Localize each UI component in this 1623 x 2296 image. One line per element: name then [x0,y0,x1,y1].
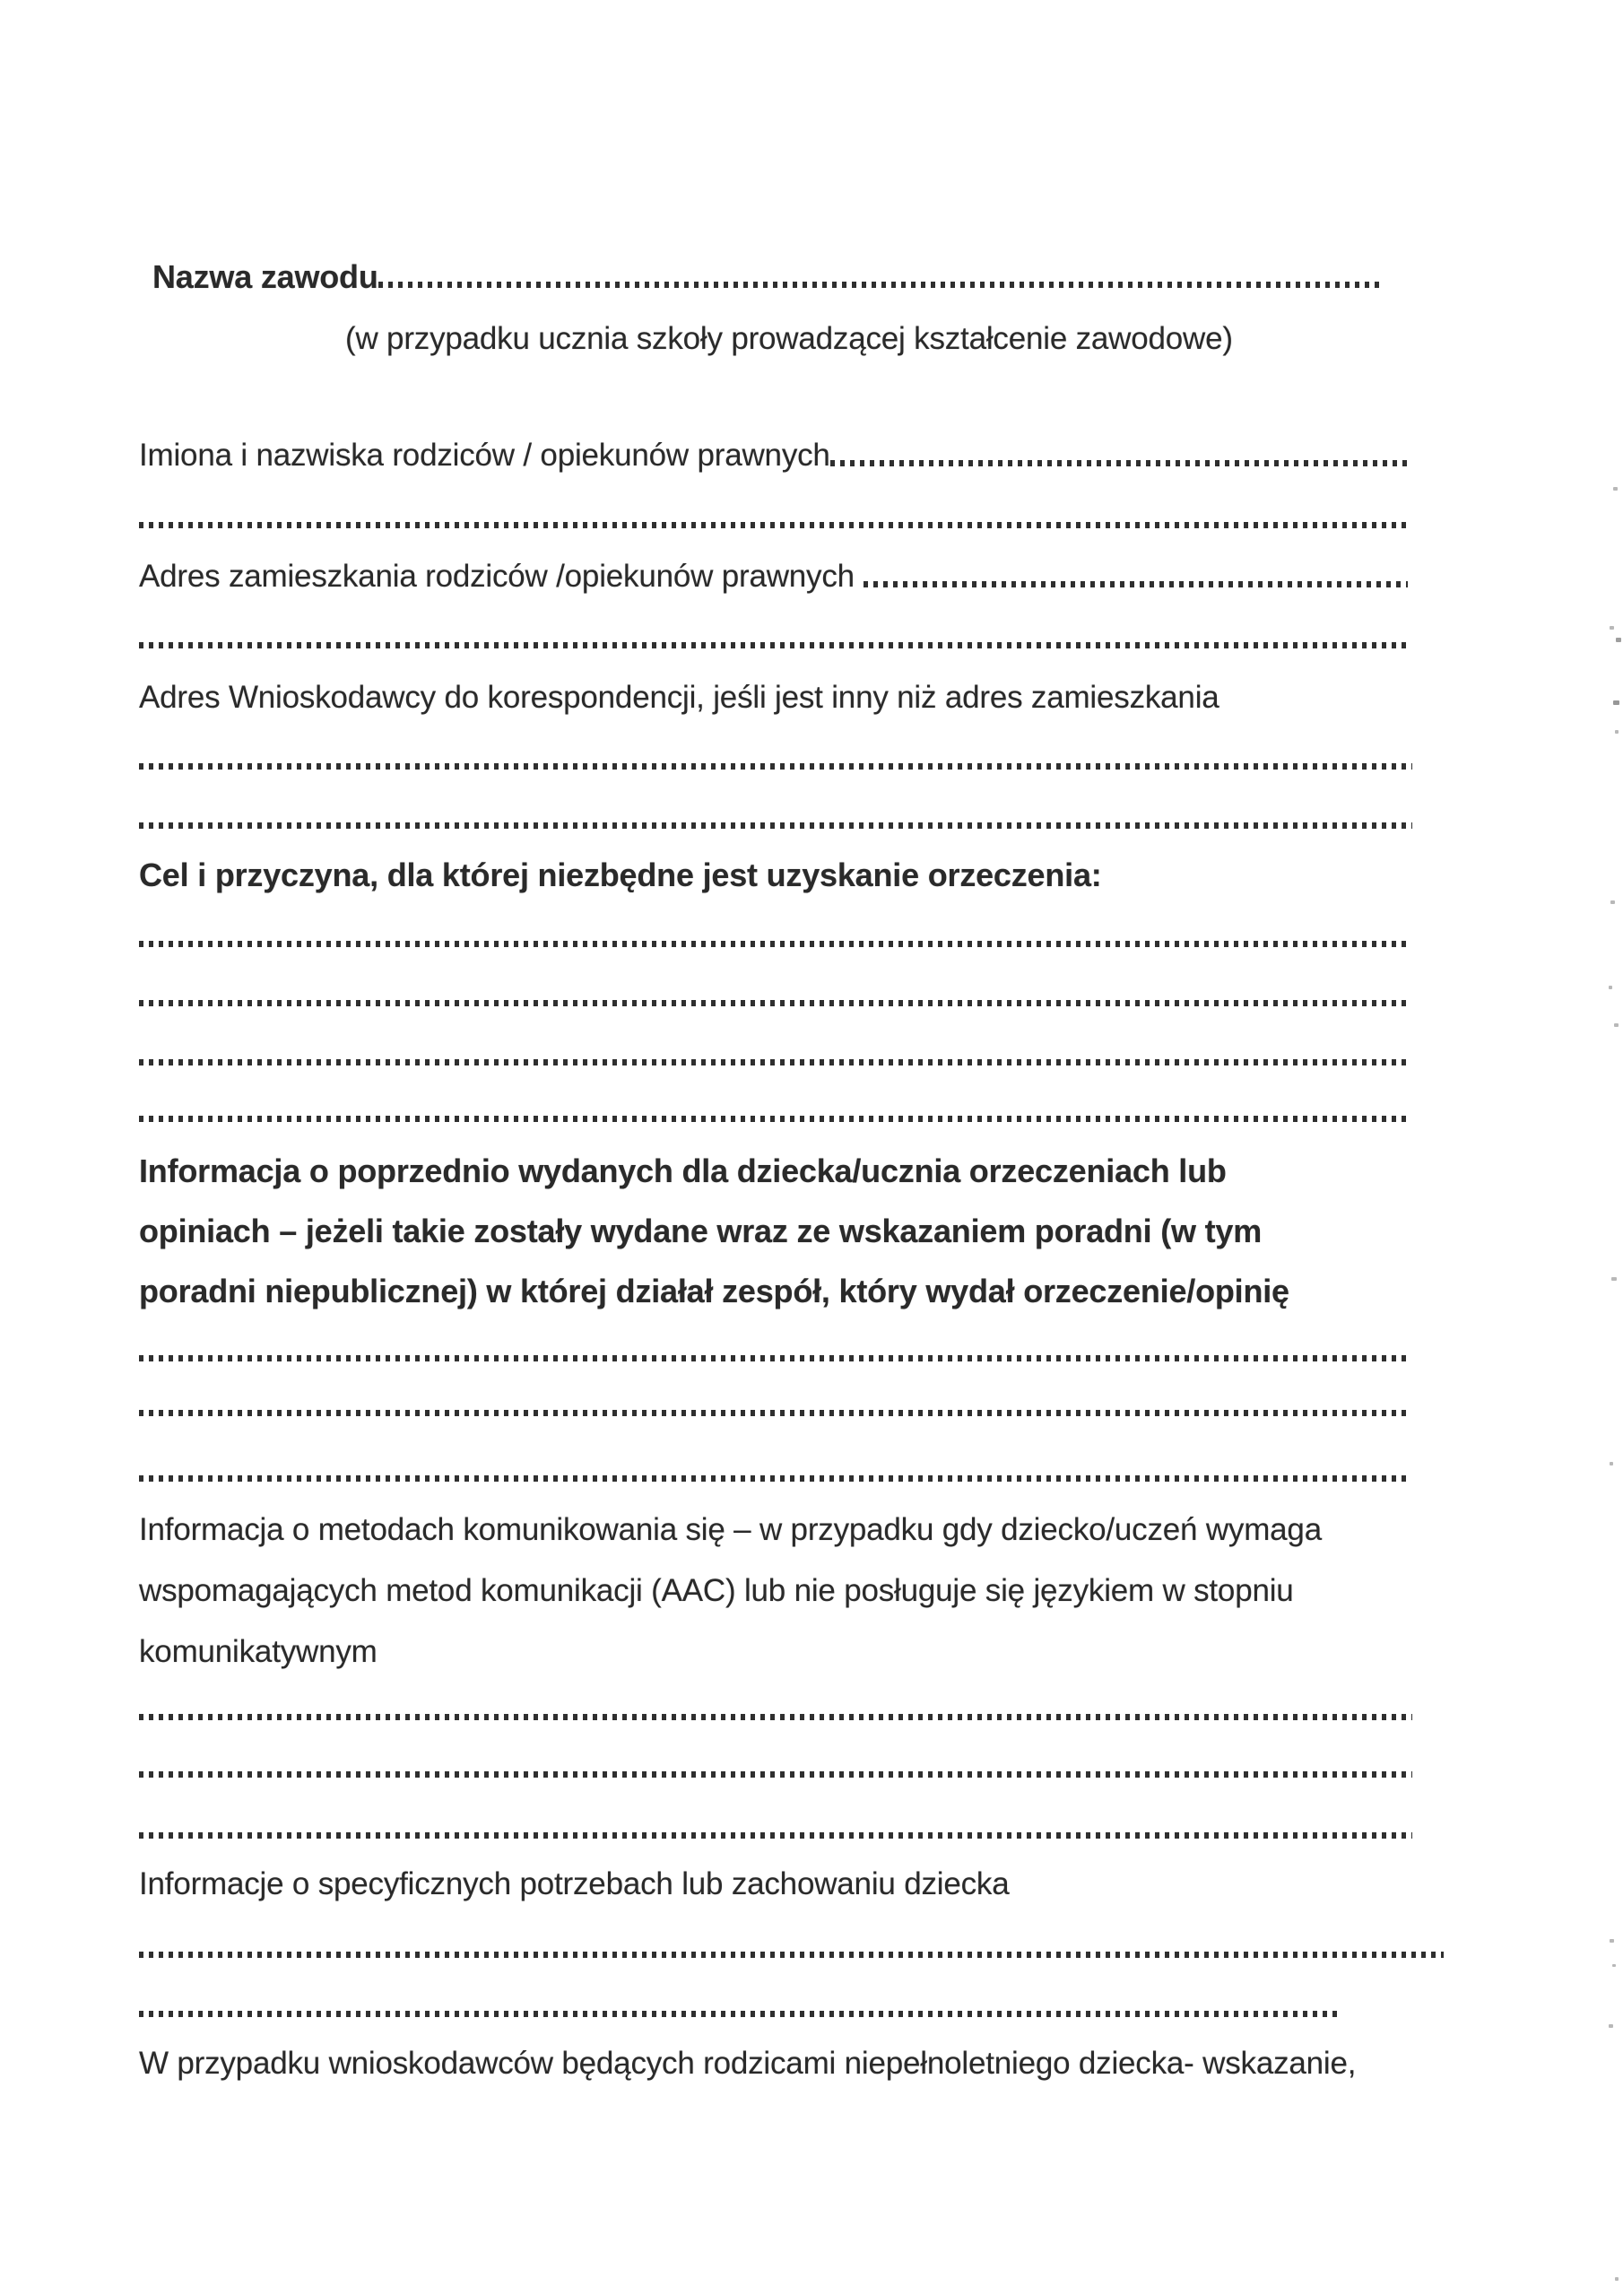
dotted-fill-line [139,1410,1408,1416]
field-label-imiona-rodzicow: Imiona i nazwiska rodziców / opiekunów prawnych [139,438,830,473]
dotted-fill-line [139,763,1412,770]
note-nazwa-zawodu [345,319,1233,359]
dotted-fill-line [139,1714,1412,1720]
scan-artifact [1610,626,1614,630]
scan-artifact [1609,2024,1613,2028]
paragraph-line: W przypadku wnioskodawców będących rodzicami niepełnoletniego dziecka- wskazanie, [139,2046,1357,2081]
dotted-fill-line [139,1475,1408,1482]
scan-artifact [1613,487,1618,491]
paragraph-line: opiniach – jeżeli takie zostały wydane wraz ze wskazaniem poradni (w tym [139,1213,1263,1249]
dotted-fill-line [139,642,1408,648]
field-label-adres-korespondencji [139,678,1219,718]
paragraph-line: Informacja o poprzednio wydanych dla dziecka/ucznia orzeczeniach lub [139,1152,1227,1189]
dotted-fill-line [139,1771,1412,1778]
paragraph-line: poradni niepublicznej) w której działał zespół, który wydał orzeczenie/opinię [139,1273,1289,1309]
dotted-fill-line [139,822,1412,829]
dotted-fill-line [139,2011,1339,2017]
dotted-fill-line [830,460,1408,466]
dotted-fill-line [139,941,1408,947]
field-label-nazwa-zawodu: Nazwa zawodu [152,258,378,295]
scan-artifact [1611,1277,1617,1281]
field-row-imiona-rodzicow [139,436,1408,475]
dotted-fill-line [864,581,1408,587]
dotted-fill-line [139,1116,1408,1122]
paragraph-line: Informacja o metodach komunikowania się – w przypadku gdy dziecko/uczeń wymaga [139,1512,1322,1547]
field-label-informacje-specyficzne [139,1865,1009,1904]
scan-artifact [1615,2277,1619,2281]
field-label-adres-zamieszkania: Adres zamieszkania rodziców /opiekunów prawnych [139,559,855,594]
section-heading-cel [139,856,1102,895]
dotted-fill-line [139,1952,1444,1958]
scan-artifact [1615,730,1619,734]
scan-artifact [1610,1939,1614,1943]
scan-artifact [1610,900,1615,904]
dotted-fill-line [139,1000,1408,1006]
dotted-fill-line [139,1355,1408,1361]
scan-artifact [1613,700,1619,705]
section-heading-informacja-orzeczenia [139,1141,1289,1321]
scan-artifact [1609,986,1612,989]
dotted-fill-line [139,522,1408,528]
field-row-nazwa-zawodu [152,257,1383,297]
paragraph-informacja-aac [139,1500,1322,1683]
field-label-text: Informacje o specyficznych potrzebach lub zachowaniu dziecka [139,1866,1010,1901]
scan-artifact [1610,1462,1613,1465]
paragraph-line: wspomagających metod komunikacji (AAC) lub nie posługuje się językiem w stopniu [139,1573,1294,1608]
scan-artifact [1616,638,1621,642]
field-row-adres-zamieszkania [139,557,1408,596]
scan-artifact [1612,1964,1616,1967]
paragraph-wnioskodawcy-niepelnoletni [139,2044,1356,2083]
section-heading-text: Cel i przyczyna, dla której niezbędne jest uzyskanie orzeczenia: [139,857,1102,893]
dotted-fill-line [139,1059,1408,1065]
scan-artifact [1614,1023,1619,1027]
dotted-fill-line [139,1832,1412,1839]
field-label-text: Adres Wnioskodawcy do korespondencji, jeśli jest inny niż adres zamieszkania [139,680,1219,715]
note-text: (w przypadku ucznia szkoły prowadzącej kształcenie zawodowe) [345,321,1233,356]
dotted-fill-line [378,282,1383,288]
paragraph-line: komunikatywnym [139,1634,378,1669]
